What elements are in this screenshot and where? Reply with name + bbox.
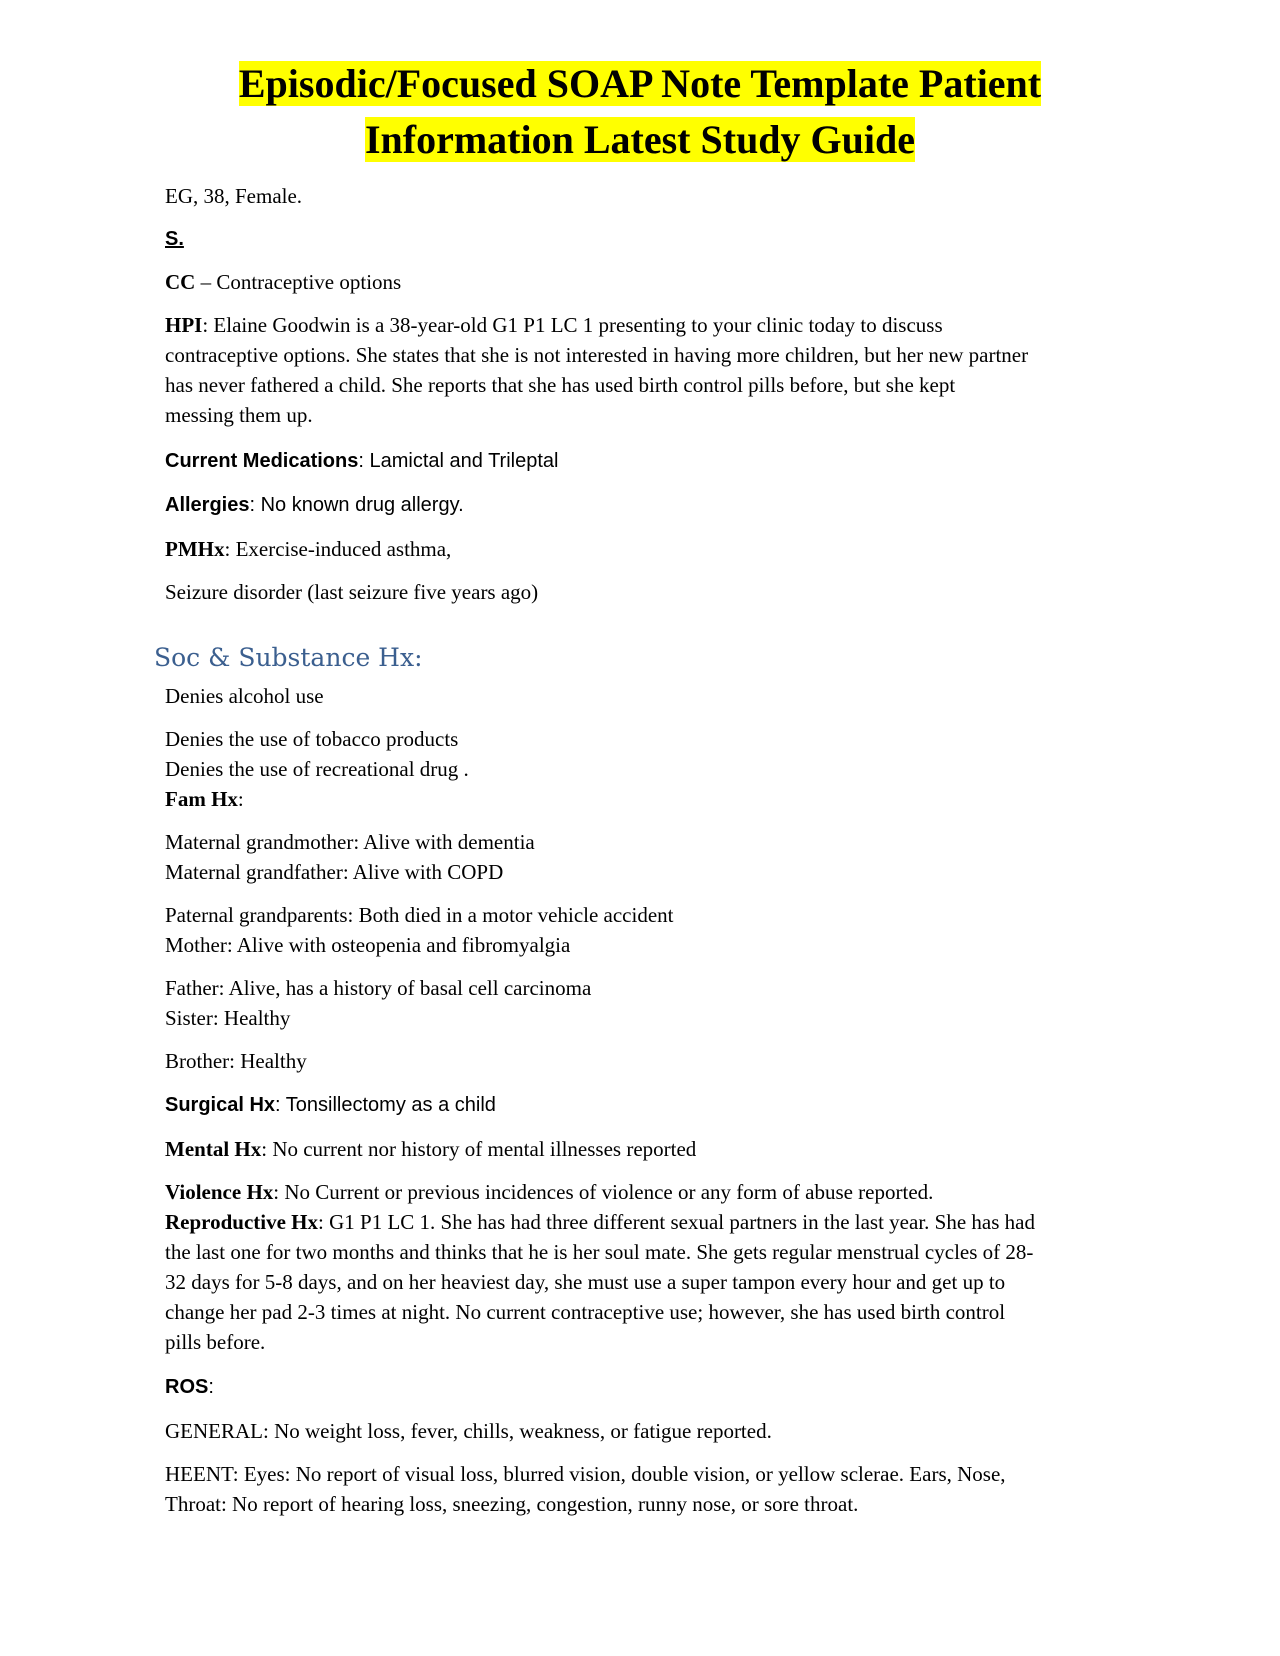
- title-line-2: Information Latest Study Guide: [364, 117, 916, 162]
- famhx-father: Father: Alive, has a history of basal cell carcinoma: [165, 976, 592, 1000]
- medications-label: Current Medications: [165, 450, 359, 472]
- reproductive-line-5: pills before.: [165, 1330, 266, 1354]
- document-title: [100, 56, 1180, 168]
- pmhx-line: [165, 534, 451, 564]
- hpi-line-2: contraceptive options. She states that she is not interested in having more children, but her new partner: [165, 343, 1029, 367]
- reproductive-line-1: [165, 1207, 1035, 1237]
- pmhx-label: PMHx: [165, 537, 225, 561]
- allergies-label: Allergies: [165, 494, 250, 516]
- famhx-line: [165, 784, 244, 814]
- reproductive-text-1: : G1 P1 LC 1. She has had three different sexual partners in the last year. She has had: [318, 1210, 1035, 1234]
- allergies-line: [165, 490, 464, 520]
- cc-line: [165, 267, 401, 297]
- surgical-line: [165, 1090, 496, 1120]
- pmhx-extra: Seizure disorder (last seizure five years ago): [165, 580, 539, 604]
- soc-substance-heading: Soc & Substance Hx:: [154, 643, 423, 672]
- surgical-label: Surgical Hx: [165, 1094, 276, 1116]
- reproductive-line-3: 32 days for 5-8 days, and on her heaviest day, she must use a super tampon every hour and get up to: [165, 1270, 1006, 1294]
- medications-line: [165, 446, 558, 476]
- famhx-colon: :: [237, 787, 244, 811]
- famhx-paternal-grandparents: Paternal grandparents: Both died in a motor vehicle accident: [165, 903, 674, 927]
- ros-heent-line-2: Throat: No report of hearing loss, sneezing, congestion, runny nose, or sore throat.: [165, 1492, 859, 1516]
- title-line-1: Episodic/Focused SOAP Note Template Patient: [238, 61, 1042, 106]
- famhx-brother: Brother: Healthy: [165, 1049, 307, 1073]
- famhx-sister: Sister: Healthy: [165, 1006, 291, 1030]
- famhx-mother: Mother: Alive with osteopenia and fibromyalgia: [165, 933, 571, 957]
- mental-label: Mental Hx: [165, 1137, 262, 1161]
- cc-separator: –: [195, 270, 217, 294]
- hpi-line-4: messing them up.: [165, 403, 313, 427]
- hpi-text-1: : Elaine Goodwin is a 38-year-old G1 P1 LC 1 presenting to your clinic today to discuss: [202, 313, 943, 337]
- hpi-line-3: has never fathered a child. She reports that she has used birth control pills before, but she kept: [165, 373, 956, 397]
- reproductive-line-2: the last one for two months and thinks that he is her soul mate. She gets regular menstrual cycles of 28-: [165, 1240, 1034, 1264]
- ros-label: ROS: [165, 1376, 209, 1398]
- hpi-line-1: [165, 310, 943, 340]
- soc-line-drugs: Denies the use of recreational drug .: [165, 757, 469, 781]
- reproductive-line-4: change her pad 2-3 times at night. No current contraceptive use; however, she has used birth control: [165, 1300, 1006, 1324]
- section-s-label: S.: [165, 228, 184, 250]
- allergies-value: : No known drug allergy.: [249, 494, 464, 516]
- hpi-label: HPI: [165, 313, 203, 337]
- famhx-maternal-grandfather: Maternal grandfather: Alive with COPD: [165, 860, 504, 884]
- violence-line: [165, 1177, 933, 1207]
- soc-line-alcohol: Denies alcohol use: [165, 684, 324, 708]
- cc-value: Contraceptive options: [216, 270, 402, 294]
- pmhx-value: : Exercise-induced asthma,: [224, 537, 452, 561]
- surgical-value: : Tonsillectomy as a child: [275, 1094, 496, 1116]
- medications-value: : Lamictal and Trileptal: [358, 450, 559, 472]
- mental-value: : No current nor history of mental illnesses reported: [261, 1137, 697, 1161]
- ros-heent-line-1: HEENT: Eyes: No report of visual loss, blurred vision, double vision, or yellow sclerae. Ears, Nose,: [165, 1462, 1006, 1486]
- ros-general: GENERAL: No weight loss, fever, chills, weakness, or fatigue reported.: [165, 1419, 772, 1443]
- soc-line-tobacco: Denies the use of tobacco products: [165, 727, 459, 751]
- patient-info: EG, 38, Female.: [165, 184, 303, 208]
- ros-line: [165, 1372, 214, 1402]
- violence-value: : No Current or previous incidences of violence or any form of abuse reported.: [273, 1180, 934, 1204]
- violence-label: Violence Hx: [165, 1180, 274, 1204]
- famhx-label: Fam Hx: [165, 787, 238, 811]
- reproductive-label: Reproductive Hx: [165, 1210, 319, 1234]
- cc-label: CC: [165, 270, 196, 294]
- ros-colon: :: [208, 1376, 214, 1398]
- famhx-maternal-grandmother: Maternal grandmother: Alive with dementia: [165, 830, 535, 854]
- mental-line: [165, 1134, 696, 1164]
